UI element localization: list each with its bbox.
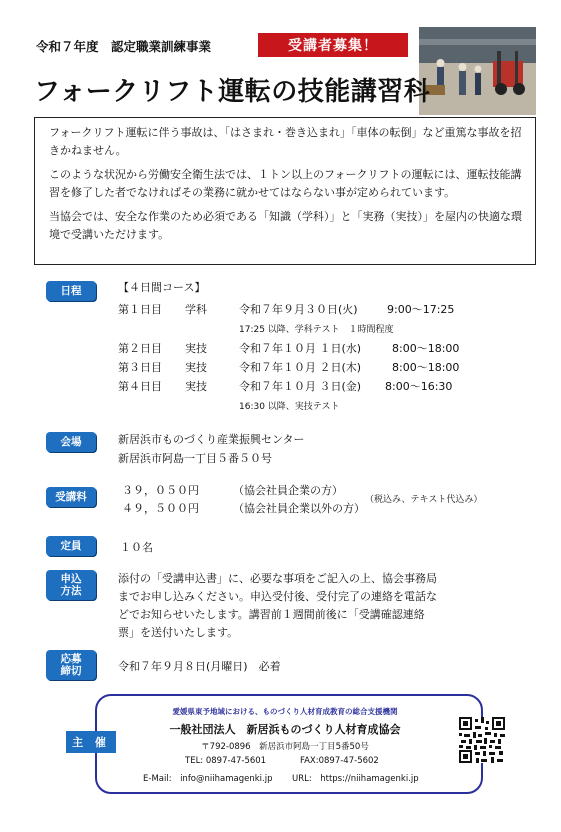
organizer-address: 〒792-0896 新居浜市阿島一丁目5番50号 xyxy=(201,742,369,752)
course-name: 【４日間コース】 xyxy=(118,281,206,294)
deadline-label xyxy=(46,650,96,680)
sponsor-label: 主 催 xyxy=(66,731,116,753)
schedule-date: 令和７年１０月 ３日(金) xyxy=(239,380,362,393)
schedule-day: 第２日目 xyxy=(118,342,162,355)
schedule-type: 実技 xyxy=(185,380,207,393)
schedule-date: 令和７年１０月 ２日(木) xyxy=(239,361,362,374)
organizer-fax: FAX:0897-47-5602 xyxy=(300,756,379,766)
forklift-photo-image xyxy=(419,27,536,115)
deadline-label-line: 締切 xyxy=(60,665,82,677)
schedule-time: 9:00～17:25 xyxy=(387,303,455,316)
intro-box xyxy=(34,117,536,265)
fee-member-note: （協会社員企業の方） xyxy=(233,484,343,497)
schedule-date: 令和７年１０月 １日(水) xyxy=(239,342,362,355)
intro-paragraph: 当協会では、安全な作業のため必須である「知識（学科）」と「実務（実技）」を屋内の快適な環境で受講いただけます。 xyxy=(49,210,522,241)
fee-tax-note: （税込み、テキスト代込み） xyxy=(365,495,483,505)
page-title: フォークリフト運転の技能講習科 xyxy=(34,77,431,107)
deadline-label-line: 応募 xyxy=(60,653,82,665)
intro-paragraph: このような状況から労働安全衛生法では、１トン以上のフォークリフトの運転には、運転技能講習を修了した者でなければその業務に就かせてはならない事が定められています。 xyxy=(49,168,522,199)
capacity-label: 定員 xyxy=(46,536,96,556)
intro-paragraph: フォークリフト運転に伴う事故は、「はさまれ・巻き込まれ」「車体の転倒」など重篤な事故を招きかねません。 xyxy=(49,126,522,157)
venue-address: 新居浜市阿島一丁目５番５０号 xyxy=(118,452,272,465)
organizer-tagline: 愛媛県東予地域における、ものづくり人材育成教育の総合支援機関 xyxy=(172,707,398,716)
application-text-line: どでお知らせいたします。講習前１週間前後に「受講確認連絡 xyxy=(118,608,425,621)
schedule-day: 第４日目 xyxy=(118,380,162,393)
schedule-time: 8:00～18:00 xyxy=(392,361,460,374)
schedule-type: 実技 xyxy=(185,361,207,374)
organizer-email: E-Mail: info@niihamagenki.jp xyxy=(143,774,273,784)
schedule-type: 実技 xyxy=(185,342,207,355)
deadline-value: 令和７年９月８日(月曜日) 必着 xyxy=(118,660,281,673)
qr-code-icon xyxy=(459,717,505,763)
organizer-url: URL: https://niihamagenki.jp xyxy=(292,774,419,784)
schedule-day: 第１日目 xyxy=(118,303,162,316)
organizer-name: 一般社団法人 新居浜ものづくり人材育成協会 xyxy=(169,723,401,736)
capacity-value: １０名 xyxy=(120,541,153,554)
organizer-tel: TEL: 0897-47-5601 xyxy=(185,756,267,766)
forklift-photo xyxy=(419,27,536,115)
fee-label: 受講料 xyxy=(46,487,96,507)
venue-label: 会場 xyxy=(46,432,96,452)
program-subtitle: 令和７年度 認定職業訓練事業 xyxy=(36,39,212,54)
application-label-line: 方法 xyxy=(60,585,82,597)
schedule-time: 8:00～18:00 xyxy=(392,342,460,355)
schedule-day: 第３日目 xyxy=(118,361,162,374)
recruitment-badge: 受講者募集！ xyxy=(258,33,408,57)
application-label-line: 申込 xyxy=(60,573,82,585)
venue-name: 新居浜市ものづくり産業振興センター xyxy=(118,433,305,446)
schedule-type: 学科 xyxy=(185,303,207,316)
schedule-time: 8:00～16:30 xyxy=(385,380,453,393)
fee-member-price: ３９，０５０円 xyxy=(122,484,199,497)
application-text-line: 票」を送付いたします。 xyxy=(118,626,239,639)
fee-nonmember-note: （協会社員企業以外の方） xyxy=(233,502,365,515)
schedule-date: 令和７年９月３０日(火) xyxy=(239,303,358,316)
application-label xyxy=(46,570,96,600)
schedule-note: 16:30 以降、実技テスト xyxy=(239,402,340,412)
fee-nonmember-price: ４９，５００円 xyxy=(122,502,199,515)
application-text-line: 添付の「受講申込書」に、必要な事項をご記入の上、協会事務局 xyxy=(118,572,437,585)
schedule-label: 日程 xyxy=(46,281,96,301)
qr-code-graphic xyxy=(459,717,505,763)
schedule-note: 17:25 以降、学科テスト １時間程度 xyxy=(239,325,394,335)
application-text-line: までお申し込みください。申込受付後、受付完了の連絡を電話な xyxy=(118,590,437,603)
